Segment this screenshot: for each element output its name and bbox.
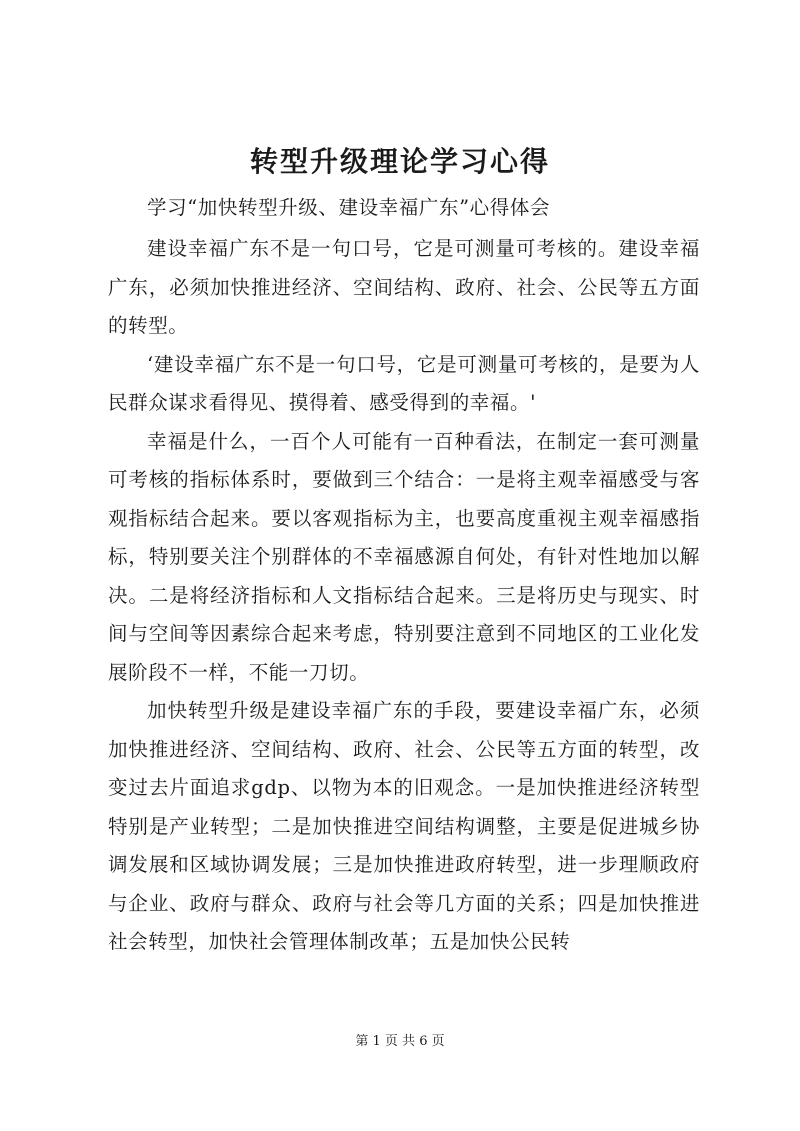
document-title: 转型升级理论学习心得 bbox=[249, 145, 550, 178]
body-paragraph: 幸福是什么，一百个人可能有一百种看法，在制定一套可测量可考核的指标体系时，要做到三个结合：一是将主观幸福感受与客观指标结合起来。要以客观指标为主，也要高度重视主观幸福感指标，特别要关注个别群体的不幸福感源自何处，有针对性地加以解决。二是将经济指标和人文指标结合起来。三是将历史与现实、时间与空间等因素综合起来考虑，特别要注意到不同地区的工业化发展阶段不一样，不能一刀切。 bbox=[108, 429, 700, 684]
body-paragraph: 加快转型升级是建设幸福广东的手段，要建设幸福广东，必须加快推进经济、空间结构、政府、社会、公民等五方面的转型，改变过去片面追求gdp、以物为本的旧观念。一是加快推进经济转型特别是产业转型；二是加快推进空间结构调整，主要是促进城乡协调发展和区域协调发展；三是加快推进政府转型，进一步理顺政府与企业、政府与群众、政府与社会等几方面的关系；四是加快推进社会转型，加快社会管理体制改革；五是加快公民转 bbox=[108, 699, 700, 953]
subtitle-paragraph: 学习“加快转型升级、建设幸福广东”心得体会 bbox=[147, 196, 551, 219]
quote-paragraph: ‘建设幸福广东不是一句口号，它是可测量可考核的，是要为人民群众谋求看得见、摸得着、感受得到的幸福。' bbox=[108, 352, 700, 414]
document-body bbox=[108, 188, 700, 962]
page-number-footer: 第 1 页 共 6 页 bbox=[355, 1034, 445, 1049]
body-paragraph: 建设幸福广东不是一句口号，它是可测量可考核的。建设幸福广东，必须加快推进经济、空间结构、政府、社会、公民等五方面的转型。 bbox=[108, 237, 700, 337]
